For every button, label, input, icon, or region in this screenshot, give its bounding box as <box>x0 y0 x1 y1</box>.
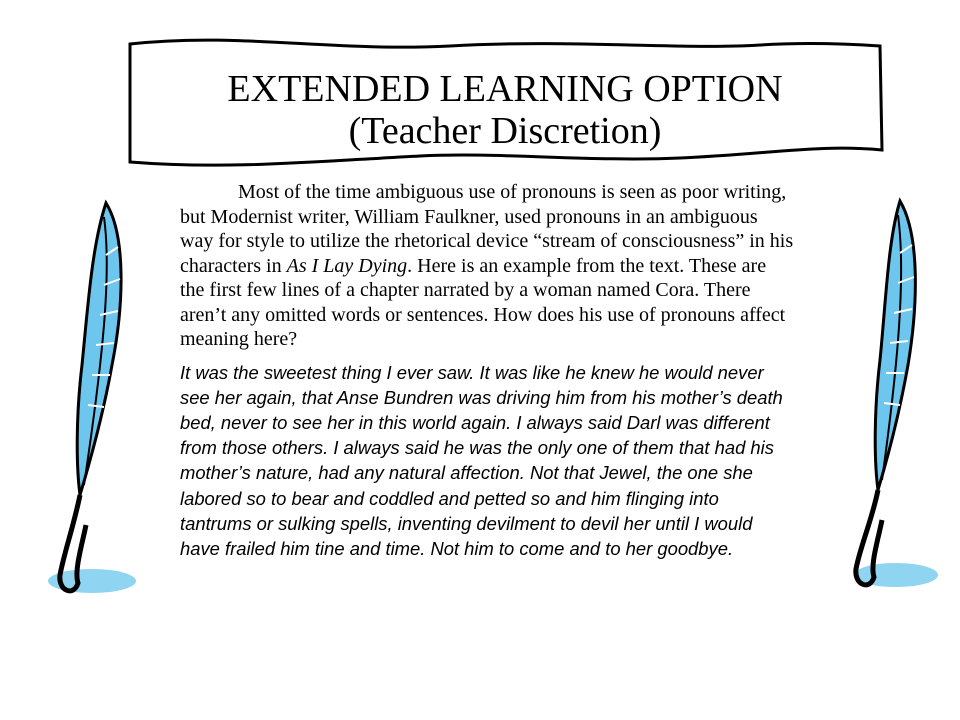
body-text <box>180 180 795 561</box>
intro-paragraph <box>180 180 795 352</box>
intro-text-part-2: . Here is an example from the text. These are the first few lines of a chapter narrated by a woman named Cora. There aren’t any omitted words or sentences. How does his use of pronouns affect meaning here? <box>180 254 786 350</box>
title-line-2: (Teacher Discretion) <box>348 110 662 152</box>
title-line-1: EXTENDED LEARNING OPTION <box>227 68 783 110</box>
page-title <box>140 68 870 152</box>
intro-text-part-1: Most of the time ambiguous use of pronouns is seen as poor writing, but Modernist writer, William Faulkner, used pronouns in an ambiguous way for style to utilize the rhetorical device “stream of consciousness” in his characters in <box>180 181 794 277</box>
quill-pen-icon <box>30 195 140 605</box>
quill-pen-icon <box>830 195 940 605</box>
excerpt-paragraph: It was the sweetest thing I ever saw. It was like he knew he would never see her again, that Anse Bundren was driving him from his mother’s death bed, never to see her in this world again. I always said Darl was different from those others. I always said he was the only one of them that had his mother’s nature, had any natural affection. Not that Jewel, the one she labored so to bear and coddled and petted so and him flinging into tantrums or sulking spells, inventing devilment to devil her until I would have frailed him tine and time. Not him to come and to her goodbye. <box>180 361 783 559</box>
book-title: As I Lay Dying <box>286 254 408 277</box>
